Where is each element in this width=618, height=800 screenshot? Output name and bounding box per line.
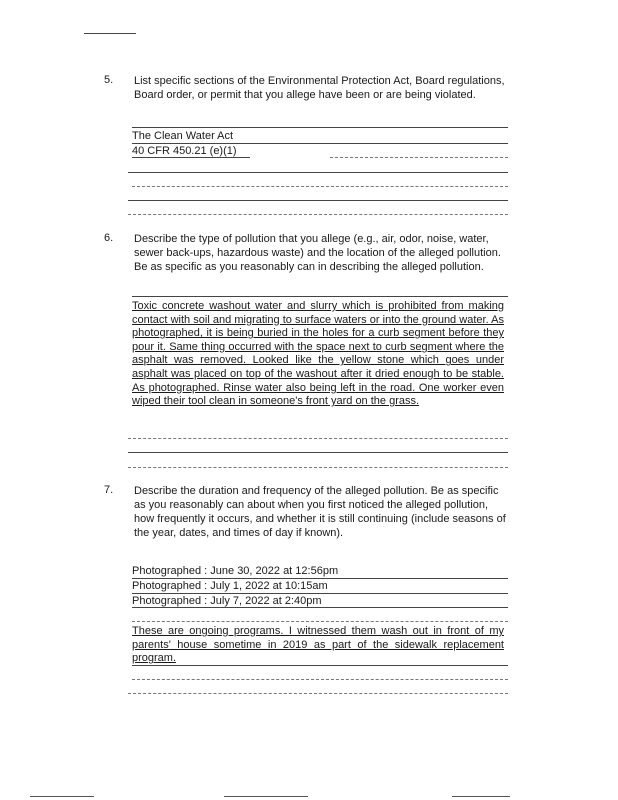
item-7-number: 7.: [104, 484, 114, 496]
footer-mark: [452, 796, 510, 797]
answer-line: [132, 296, 508, 297]
answer-line: [330, 157, 508, 158]
item-7-answer-notes: These are ongoing programs. I witnessed them wash out in front of my parents' house sometime in 2019 as part of the sidewalk replacement program.: [132, 625, 504, 665]
item-7-question: Describe the duration and frequency of the alleged pollution. Be as specific as you reasonably can about when you first noticed the alleged pollution, how frequently it occurs, and whether it is still continuing (include seasons of the year, dates, and times of day if known).: [134, 485, 506, 539]
answer-line: [132, 157, 250, 158]
item-6-number: 6.: [104, 232, 114, 244]
item-7-answer-3: Photographed : July 7, 2022 at 2:40pm: [132, 595, 322, 607]
item-7-answer-2: Photographed : July 1, 2022 at 10:15am: [132, 580, 328, 592]
answer-line: [132, 186, 508, 187]
answer-line: [128, 214, 508, 215]
answer-line: [132, 578, 508, 579]
answer-line: [128, 467, 508, 468]
answer-line: [128, 438, 508, 439]
corner-mark: [84, 33, 136, 34]
item-5-answer-1: The Clean Water Act: [132, 130, 234, 142]
item-5-question: List specific sections of the Environmental Protection Act, Board regulations, Board order, or permit that you allege have been or are being violated.: [134, 75, 505, 101]
item-6-question: Describe the type of pollution that you allege (e.g., air, odor, noise, water, sewer back-ups, hazardous waste) and the location of the alleged pollution. Be as specific as you reasonably can in describing the alleged pollution.: [134, 233, 501, 273]
answer-line: [132, 679, 508, 680]
item-7-answer-1: Photographed : June 30, 2022 at 12:56pm: [132, 565, 339, 577]
answer-line: [132, 607, 508, 608]
answer-line: [132, 593, 508, 594]
answer-line: [128, 200, 508, 201]
answer-line: [132, 143, 508, 144]
answer-line: [132, 127, 508, 128]
item-5-answer-2: 40 CFR 450.21 (e)(1): [132, 145, 237, 157]
answer-line: [132, 621, 508, 622]
item-6-answer: Toxic concrete washout water and slurry which is prohibited from making contact with soil and migrating to surface waters or into the ground water. As photographed, it is being buried in the holes for a curb segment before they pour it. Same thing occurred with the space next to curb segment where the asphalt was removed. Looked like the yellow stone which goes under asphalt was placed on top of the washout after it dried enough to be stable. As photographed. Rinse water also being left in the road. One worker even wiped their tool clean in someone's front yard on the grass.: [132, 300, 504, 408]
answer-line: [128, 452, 508, 453]
item-5-number: 5.: [104, 74, 114, 86]
footer-mark: [30, 796, 94, 797]
answer-line: [128, 172, 508, 173]
answer-line: [128, 693, 508, 694]
footer-mark: [224, 796, 308, 797]
answer-line: [132, 665, 508, 666]
